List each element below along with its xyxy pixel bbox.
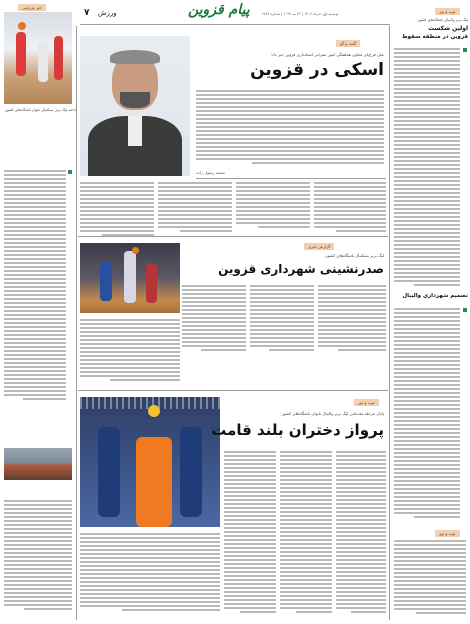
left-kicker: خبر ورزشی [18,4,46,11]
right-body-text [394,48,460,288]
middle-headline: صدرنشینی شهرداری قزوین [218,262,384,276]
right-bottom-kicker: توپ و تور [435,530,460,537]
middle-body-col-0 [80,319,180,383]
logo: پیام قزوین [188,2,250,18]
basketball-game-photo [80,243,180,313]
right-headline-1: اولین شکست [428,25,468,32]
team-photo [4,448,72,480]
section-name: ورزش [98,9,117,17]
main-inner-divider [196,178,386,179]
volleyball-photo [80,397,220,527]
bottom-story [78,391,388,621]
main-byline: محمد رسول زاده [196,170,225,175]
date-line: دوشنبه اول خرداد ۱۴۰۲ | ۲۲ مه ۲۰۲۳ | شماره ۲۸۴۶ [262,12,339,16]
left-body-text-2 [4,500,72,612]
bottom-subtitle: پایان مرحله مقدماتی لیگ برتر والیبال بانوان باشگاه‌های کشور: [280,411,384,416]
right-kicker: توپ و تور [435,8,460,15]
main-story [78,26,388,236]
right-section2-headline: تصمیم شهرداری والیبال [402,293,468,299]
right-headline-2: قزوین در منطقه سقوط [401,34,468,40]
middle-body-col-3 [318,285,386,353]
bottom-body-col-1 [224,451,276,615]
middle-body-col-1 [182,285,246,353]
main-lead-text [196,90,384,166]
main-body-col-2 [158,182,232,234]
bottom-kicker: توپ و تور [354,399,379,406]
bottom-body-col-0 [80,533,220,613]
bottom-headline: پرواز دختران بلند قامت [211,421,384,439]
masthead-divider [80,24,390,25]
middle-body-col-2 [250,285,314,353]
main-subtitle: علی فرخ‌پای معاون هماهنگی امور عمرانی استانداری قزوین خبر داد: [270,52,384,57]
main-headline: اسکی در قزوین [250,60,384,80]
middle-story [78,237,388,389]
left-column [0,0,75,624]
right-column [391,0,470,624]
middle-subtitle: لیگ برتر بسکتبال باشگاه‌های کشور: [324,253,384,258]
right-subtitle: لیگ برتر والیبال باشگاه‌های کشور: [416,18,468,22]
bottom-body-col-3 [336,451,386,615]
right-green-marker [463,48,467,52]
right-column-divider [389,26,390,620]
left-body-text [4,170,66,402]
green-marker [68,170,72,174]
left-column-divider [76,26,77,620]
right-body-text-3 [394,540,466,616]
main-body-col-1 [80,182,154,238]
right-body-text-2 [394,308,460,520]
main-body-col-4 [314,182,386,234]
page-number: ۷ [84,8,90,18]
main-kicker: گفت و گو [336,40,360,47]
official-portrait [80,36,190,176]
left-subtitle: ادامه لیگ برتر بسکتبال بانوان باشگاه‌های کشور: [4,108,76,112]
bottom-body-col-2 [280,451,332,615]
basketball-women-photo [4,12,72,104]
main-body-col-3 [236,182,310,230]
right-green-marker-2 [463,308,467,312]
middle-kicker: گزارش خبری [304,243,334,250]
